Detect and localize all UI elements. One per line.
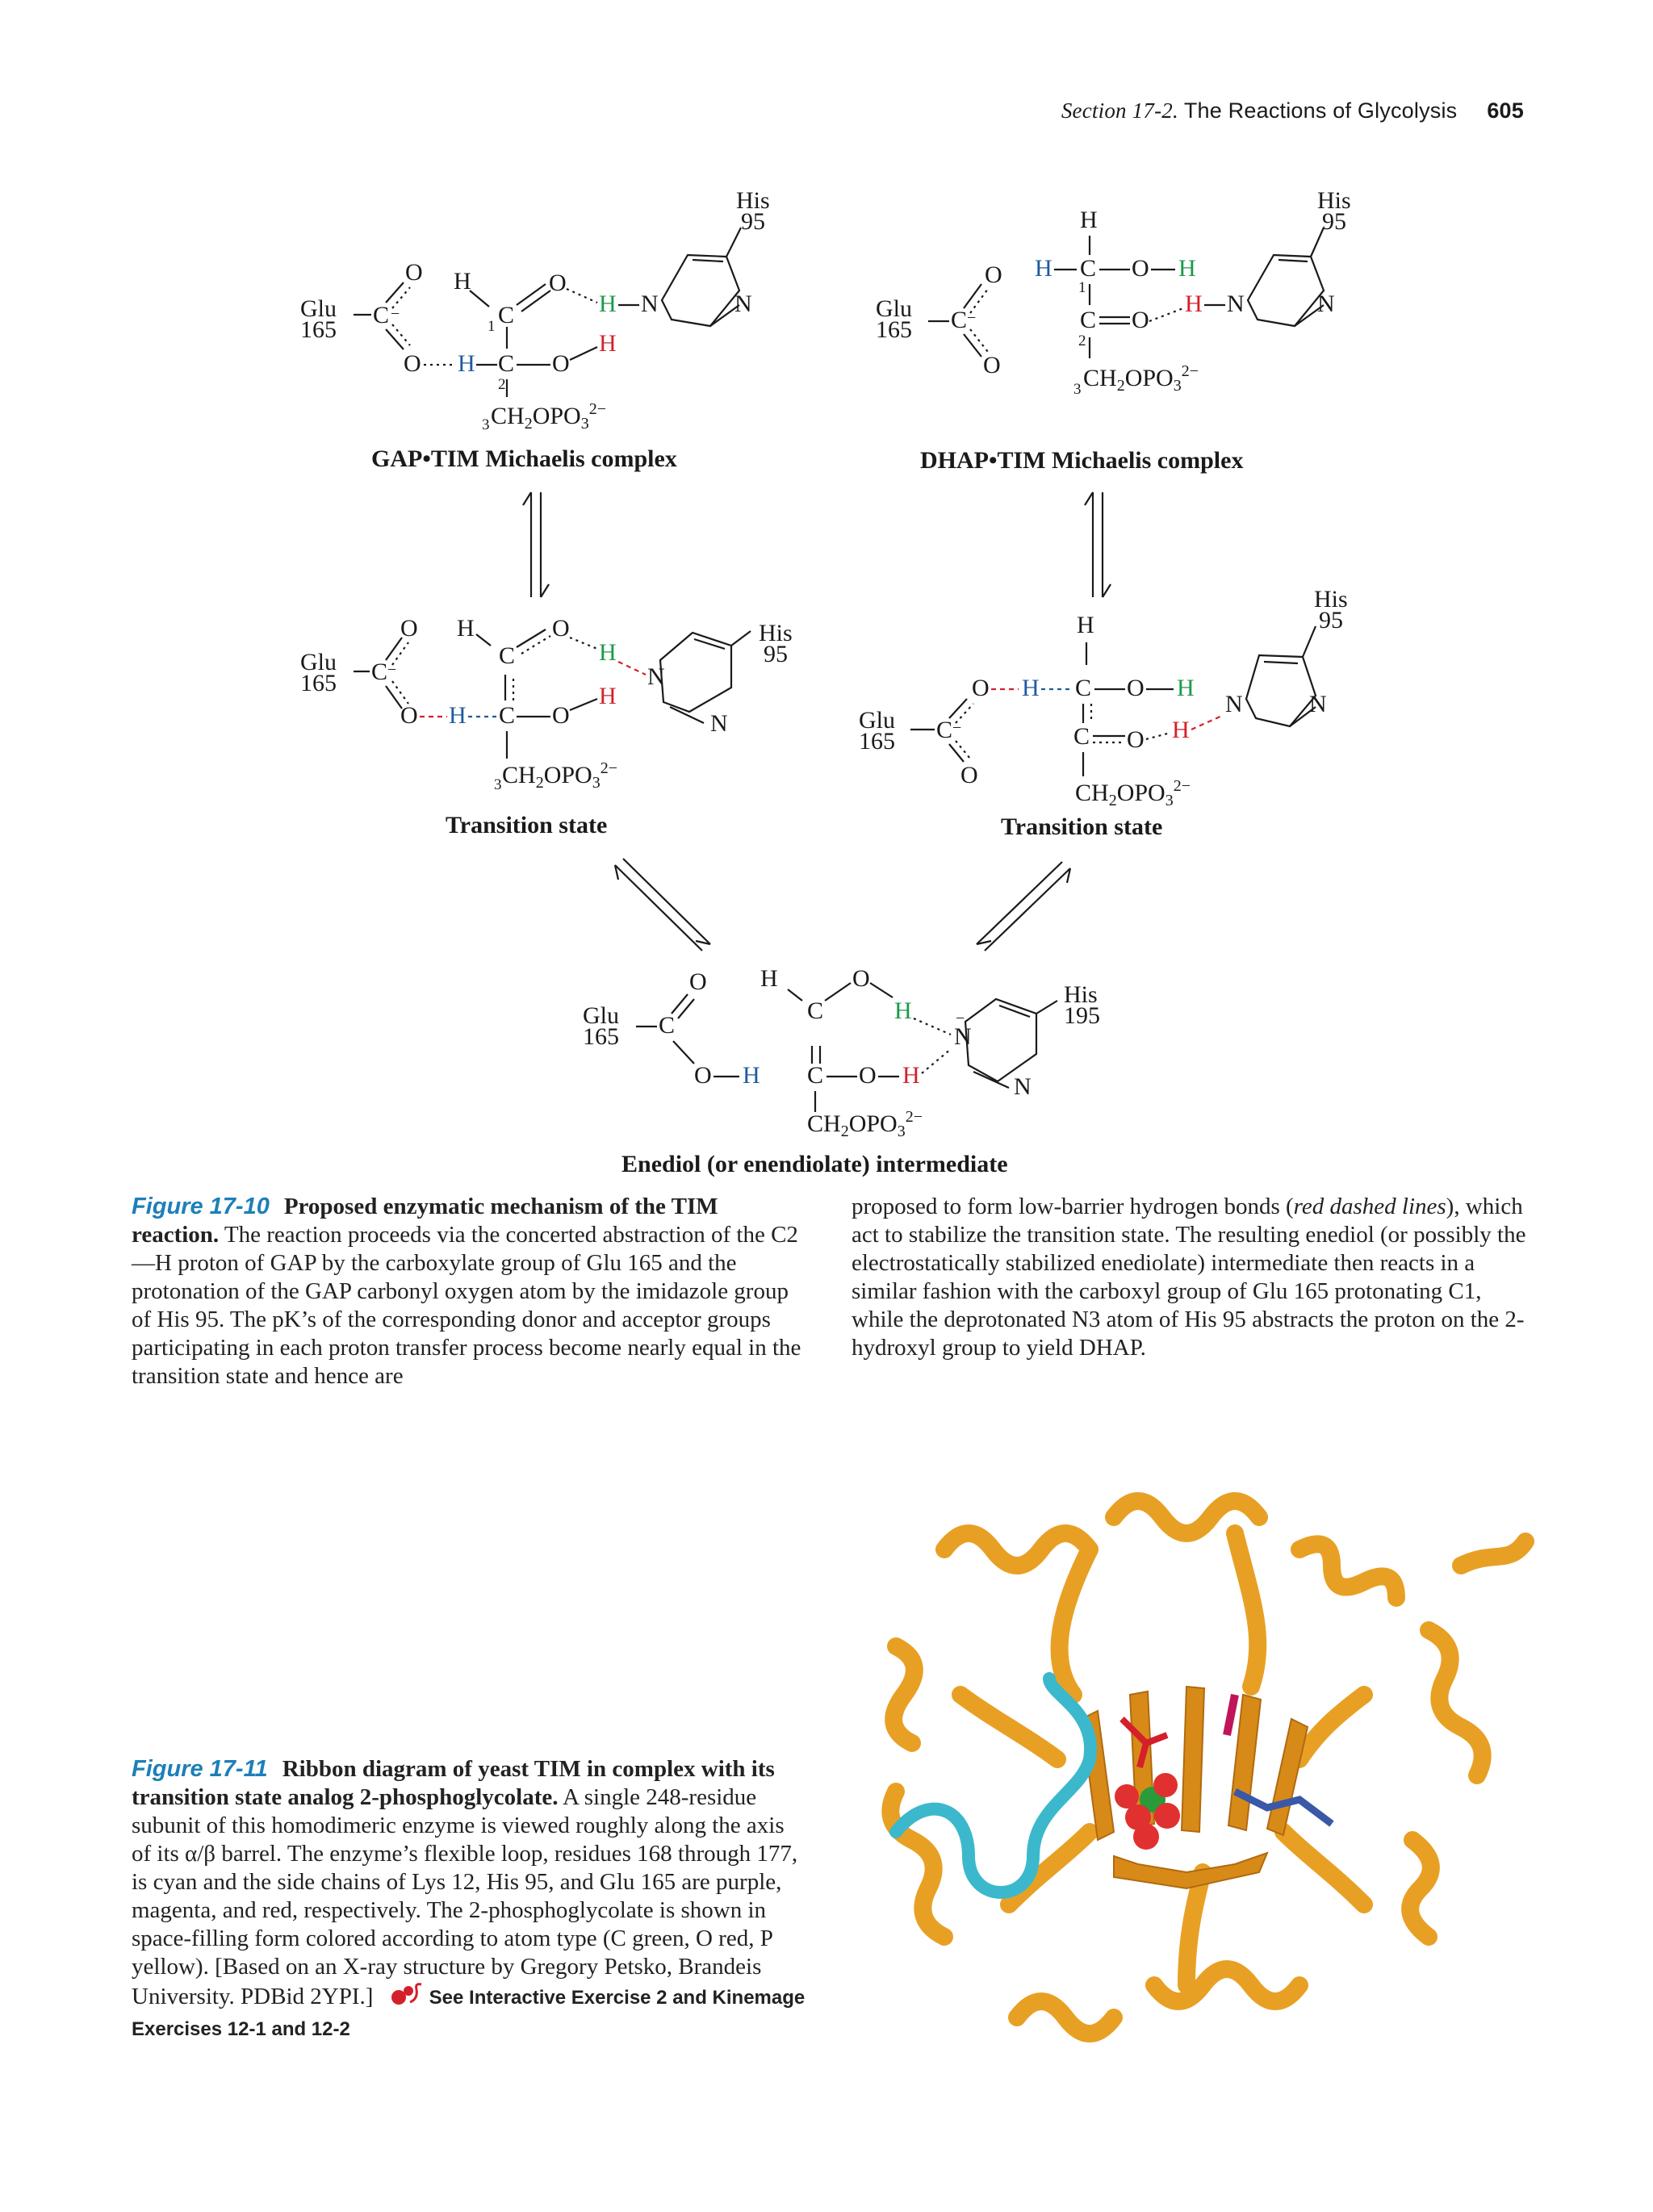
svg-text:1: 1 [1078,279,1086,296]
enediol-intermediate [583,965,1100,1177]
enediol-label: Enediol (or enendiolate) intermediate [621,1151,1008,1177]
svg-text:O: O [1127,726,1145,753]
gap-complex [300,187,770,472]
svg-text:H: H [1022,675,1040,701]
svg-text:3: 3 [1073,381,1082,398]
svg-text:Glu: Glu [876,295,912,322]
glu-number: 165 [300,316,337,343]
svg-text:H: H [1185,291,1203,317]
svg-text:H: H [1177,675,1195,701]
svg-text:N: N [1014,1073,1032,1100]
ribbon-svg [847,1453,1542,2098]
transition-state-right [859,586,1348,840]
svg-text:O: O [983,352,1001,378]
svg-text:−: − [956,1010,965,1027]
svg-text:2: 2 [1078,332,1086,349]
svg-text:−: − [387,661,397,679]
figure-17-11-label: Figure 17-11 [132,1756,268,1782]
svg-text:N: N [647,663,665,690]
svg-text:165: 165 [300,670,337,696]
figure-17-11-title: Ribbon diagram of yeast TIM in complex with its transition state analog 2-phosphoglycolate. [132,1756,775,1810]
svg-text:N: N [1227,291,1245,317]
his-number-bottom: 195 [1064,1002,1100,1029]
svg-text:H: H [1172,717,1190,743]
svg-text:H: H [894,997,912,1024]
svg-text:N: N [1309,691,1327,717]
svg-text:O: O [694,1062,712,1089]
svg-text:−: − [391,305,400,323]
equilibrium-arrow-diag-left [615,859,710,951]
svg-text:H: H [458,350,475,377]
figure-17-10-caption-left [132,1193,801,1390]
svg-text:O: O [552,615,570,642]
svg-text:H: H [599,683,617,709]
transition-state-right-label: Transition state [1001,813,1163,840]
svg-text:−: − [967,309,977,327]
gap-complex-label: GAP•TIM Michaelis complex [371,445,677,472]
dhap-complex [876,187,1351,474]
figure-17-11-text: A single 248-residue subunit of this homodimeric enzyme is viewed roughly along the axis of its α/β barrel. The enzyme’s flexible loop, residues 168 through 177, is cyan and the side chains of Lys 12, His 95, and Glu 165 are purple, magenta, and red, respectively. The 2-phosphoglycolate is shown in space-filling form colored according to atom type (C green, O red, P yellow). [Based on an X-ray structure by Gregory Petsko, Brandeis University. PDBid 2YPI.] [132,1784,798,2009]
svg-text:H: H [599,291,617,317]
svg-text:O: O [1132,255,1149,282]
svg-text:CH2OPO32−: $CH_2OPO_3^{2-}$ [1075,777,1191,809]
svg-text:CH2OPO32−: $CH_2OPO_3^{2-}$ [491,400,606,433]
figure-17-10-text-right-a: proposed to form low-barrier hydrogen bonds ( [852,1194,1294,1219]
figure-17-10-text-right-em: red dashed lines [1293,1194,1446,1219]
svg-text:H: H [1035,255,1052,282]
svg-text:N: N [734,291,752,317]
svg-text:95: 95 [764,641,788,667]
svg-text:N: N [710,710,728,737]
svg-text:O: O [972,675,990,701]
figure-17-10-caption-right [852,1193,1530,1362]
see-exercise-link[interactable]: See Interactive Exercise 2 and Kinemage Exercises 12-1 and 12-2 [132,1987,806,2040]
svg-text:C: C [371,659,388,685]
svg-text:H: H [1178,255,1196,282]
page-number: 605 [1487,98,1524,123]
transition-state-left [300,615,793,838]
svg-text:H: H [457,615,475,642]
svg-text:CH2OPO32−: $CH_2OPO_3^{2-}$ [1083,362,1199,395]
svg-text:95: 95 [1319,607,1343,633]
svg-text:3: 3 [494,776,502,793]
svg-text:His: His [1314,586,1348,613]
equilibrium-arrow-diag-right [977,862,1070,951]
svg-text:165: 165 [859,728,895,755]
figure-17-10-text-right-b: ), which act to stabilize the transition state. The resulting enediol (or possibly the electrostatically stabilized enediolate) intermediate then reacts in a similar fashion with the carboxyl group of Glu 165 protonating C1, while the deprotonated N3 atom of His 95 abstracts the proton on the 2-hydroxyl group to yield DHAP. [852,1194,1526,1361]
svg-text:CH2OPO32−: $CH_2OPO_3^{2-}$ [502,759,617,792]
svg-text:H: H [449,702,467,729]
svg-text:O: O [1132,307,1149,333]
svg-text:C: C [807,1062,824,1089]
svg-text:C: C [499,702,516,729]
svg-text:N: N [1225,691,1243,717]
svg-text:95: 95 [1322,208,1346,235]
svg-text:1: 1 [488,318,496,335]
svg-text:His: His [1064,981,1098,1008]
svg-text:O: O [549,270,567,296]
svg-text:O: O [859,1062,877,1089]
svg-text:O: O [405,259,423,286]
equilibrium-arrow-right [1085,492,1111,597]
svg-text:O: O [552,702,570,729]
svg-text:O: O [404,350,421,377]
equilibrium-arrow-left [523,492,549,597]
svg-text:H: H [760,965,778,992]
svg-text:N: N [641,291,659,317]
svg-text:H: H [1077,612,1094,638]
svg-text:C: C [373,302,390,328]
svg-text:H: H [454,268,471,295]
chapter-title: The Reactions of Glycolysis [1183,98,1458,123]
interactive-exercise-icon[interactable] [389,1981,423,2014]
section-ref: Section 17-2. [1061,98,1178,123]
svg-text:2: 2 [498,376,506,393]
svg-text:C: C [499,642,516,669]
dhap-complex-label: DHAP•TIM Michaelis complex [920,447,1244,474]
svg-text:Glu: Glu [300,649,337,675]
svg-text:H: H [599,330,617,357]
svg-text:O: O [852,965,870,992]
svg-text:O: O [552,350,570,377]
svg-text:C: C [807,997,824,1024]
transition-state-left-label: Transition state [446,812,608,838]
his-number: 95 [741,208,765,235]
svg-text:C: C [659,1012,676,1039]
svg-text:O: O [1127,675,1145,701]
svg-text:H: H [599,639,617,666]
svg-text:CH2OPO32−: $CH_2OPO_3^{2-}$ [807,1108,923,1140]
svg-text:C: C [1080,307,1097,333]
svg-text:H: H [1080,207,1098,233]
figure-17-10-label: Figure 17-10 [132,1194,270,1219]
svg-text:C: C [1073,723,1090,750]
svg-text:O: O [400,615,418,642]
svg-text:O: O [689,968,707,995]
svg-text:Glu: Glu [859,707,895,734]
figure-17-11-caption [132,1755,810,2043]
svg-text:C: C [498,350,515,377]
svg-text:3: 3 [482,416,490,433]
his-label: His [736,187,770,214]
figure-17-10-title: Proposed enzymatic mechanism of the TIM reaction. [132,1194,718,1248]
svg-text:−: − [952,719,962,737]
svg-text:His: His [1317,187,1351,214]
svg-text:165: 165 [876,316,912,343]
svg-text:O: O [400,702,418,729]
svg-text:O: O [960,762,978,788]
figure-17-10-text-left: The reaction proceeds via the concerted abstraction of the C2—H proton of GAP by the carboxylate group of Glu 165 and the protonation of the GAP carbonyl oxygen atom by the imidazole group of His 95. The pK’s of the corresponding donor and acceptor groups participating in each proton transfer process become nearly equal in the transition state and hence are [132,1222,801,1389]
svg-text:C: C [951,307,968,333]
svg-text:N: N [954,1023,972,1050]
svg-text:C: C [498,302,515,328]
glu-label: Glu [300,295,337,322]
tim-ribbon-diagram [847,1453,1542,2098]
svg-text:165: 165 [583,1023,619,1050]
svg-text:C: C [1075,675,1092,701]
svg-text:H: H [743,1062,760,1089]
svg-text:C: C [1080,255,1097,282]
svg-text:O: O [985,261,1002,288]
svg-text:H: H [902,1062,920,1089]
svg-text:N: N [1317,291,1335,317]
svg-text:His: His [759,620,793,646]
svg-text:C: C [936,717,953,743]
svg-text:Glu: Glu [583,1002,619,1029]
